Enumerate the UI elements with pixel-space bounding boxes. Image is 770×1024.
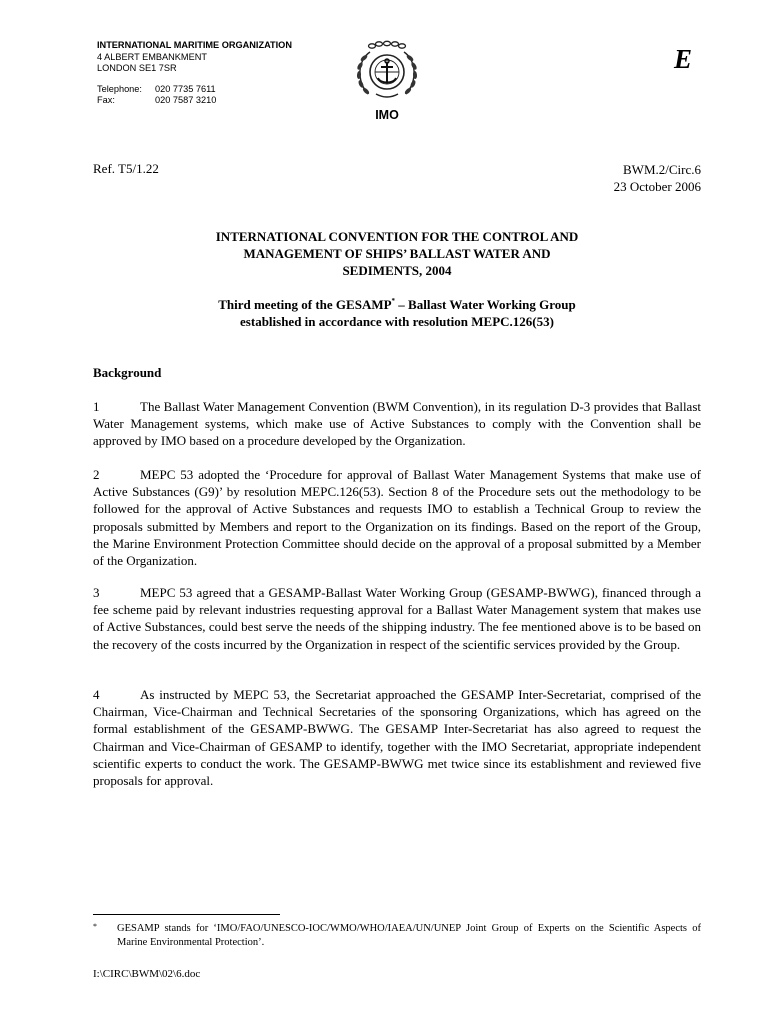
organization-name: INTERNATIONAL MARITIME ORGANIZATION bbox=[97, 40, 292, 50]
paragraph-text: MEPC 53 agreed that a GESAMP-Ballast Water Working Group (GESAMP-BWWG), financed through a fee scheme paid by relevant industries requesting approval for a Ballast Water Management system that makes use of Active Substances, could best serve the needs of the shipping industry. The fee mentioned above is to be based on the recovery of the costs incurred by the Organization in respect of the scientific services provided by the Group. bbox=[93, 585, 701, 652]
subtitle-line-1-end: – Ballast Water Working Group bbox=[395, 297, 576, 312]
paragraph-number: 3 bbox=[93, 585, 100, 600]
paragraph-text: As instructed by MEPC 53, the Secretariat approached the GESAMP Inter-Secretariat, comprised of the Chairman, Vice-Chairman and Technical Secretaries of the sponsoring Organizations, which has agreed on the formal establishment of the GESAMP-BWWG. The GESAMP Inter-Secretariat has also agreed to request the Chairman and Vice-Chairman of GESAMP to identify, together with the IMO Secretariat, appropriate independent scientific experts to conduct the work. The GESAMP-BWWG met twice since its establishment and reviewed five proposals for approval. bbox=[93, 687, 701, 789]
title-line-1: INTERNATIONAL CONVENTION FOR THE CONTROL AND bbox=[215, 229, 579, 244]
document-date: 23 October 2006 bbox=[613, 179, 701, 194]
paragraph-2 bbox=[93, 466, 701, 569]
file-path: I:\CIRC\BWM\02\6.doc bbox=[93, 968, 201, 980]
title-line-3: SEDIMENTS, 2004 bbox=[342, 263, 452, 278]
footnote-reference-mark: * bbox=[391, 297, 396, 305]
paragraph-number: 1 bbox=[93, 399, 100, 414]
fax-row bbox=[97, 95, 292, 107]
document-title bbox=[93, 228, 701, 279]
telephone-number: 020 7735 7611 bbox=[155, 83, 216, 94]
paragraph-number: 2 bbox=[93, 467, 100, 482]
paragraph-number: 4 bbox=[93, 687, 100, 702]
footnote bbox=[93, 922, 701, 950]
fax-number: 020 7587 3210 bbox=[155, 95, 217, 105]
footnote-separator bbox=[93, 914, 280, 915]
telephone-row bbox=[97, 84, 292, 96]
language-code: E bbox=[673, 44, 692, 74]
paragraph-4 bbox=[93, 686, 701, 789]
section-heading-background: Background bbox=[93, 365, 162, 380]
telephone-label: Telephone: bbox=[97, 83, 142, 94]
paragraph-text: The Ballast Water Management Convention (BWM Convention), in its regulation D-3 provides that Ballast Water Management systems, which make use of Active Substances to comply with the Convention shall be approved by IMO based on a procedure developed by the Organization. bbox=[93, 399, 701, 449]
subtitle-line-1 bbox=[93, 296, 701, 313]
address-line-2: LONDON SE1 7SR bbox=[97, 63, 177, 73]
imo-logo-text: IMO bbox=[375, 108, 399, 122]
footnote-text: GESAMP stands for ‘IMO/FAO/UNESCO-IOC/WMO/WHO/IAEA/UN/UNEP Joint Group of Experts on the Scientific Aspects of Marine Environmental Protection’. bbox=[117, 923, 701, 948]
footnote-mark: * bbox=[93, 922, 97, 931]
document-symbol: BWM.2/Circ.6 bbox=[623, 162, 701, 177]
letterhead-address bbox=[97, 40, 292, 107]
address-line-1: 4 ALBERT EMBANKMENT bbox=[97, 51, 207, 62]
title-line-2: MANAGEMENT OF SHIPS’ BALLAST WATER AND bbox=[243, 246, 551, 261]
subtitle-line-2: established in accordance with resolution MEPC.126(53) bbox=[240, 314, 554, 329]
fax-label: Fax: bbox=[97, 95, 115, 105]
document-reference bbox=[614, 161, 701, 195]
imo-emblem-icon bbox=[346, 40, 428, 102]
subtitle-line-1-start: Third meeting of the GESAMP bbox=[218, 297, 392, 312]
document-subtitle bbox=[93, 296, 701, 330]
paragraph-3 bbox=[93, 584, 701, 653]
paragraph-text: MEPC 53 adopted the ‘Procedure for approval of Ballast Water Management Systems that make use of Active Substances (G9)’ by resolution MEPC.126(53). Section 8 of the Procedure sets out the methodology to be followed for the approval of Active Substances and requests IMO to establish a Technical Group to review the proposals submitted by Members and report to the Organization on its findings. Based on the report of the Group, the Marine Environment Protection Committee should decide on the approval of a proposal submitted by a Member of the Organization. bbox=[93, 467, 701, 569]
paragraph-1 bbox=[93, 398, 701, 450]
reference-number: Ref. T5/1.22 bbox=[93, 161, 159, 176]
